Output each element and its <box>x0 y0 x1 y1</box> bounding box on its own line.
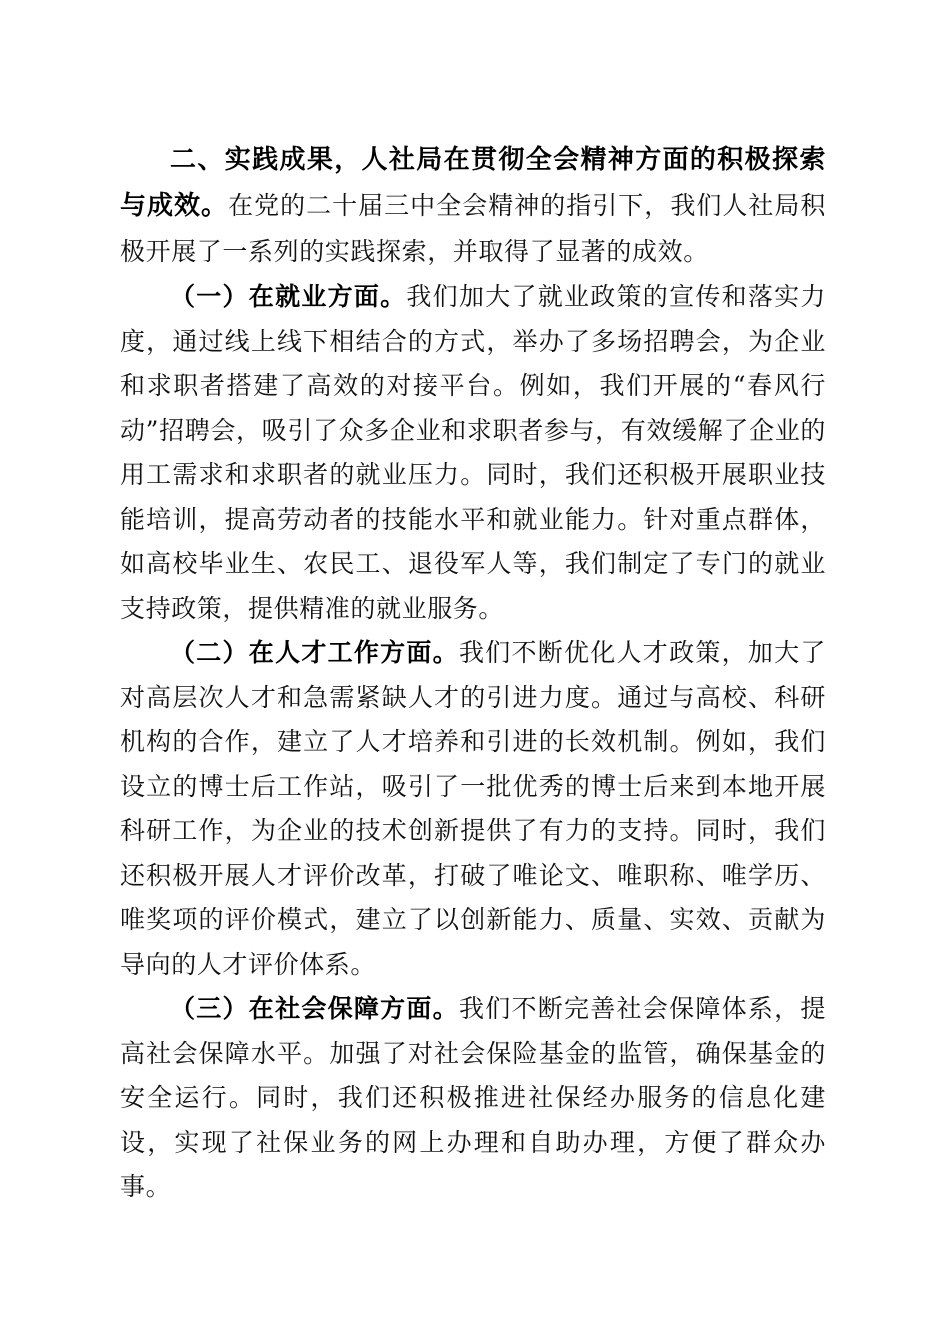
social-security-body: 我们不断完善社会保障体系，提高社会保障水平。加强了对社会保险基金的监管，确保基金的安全运行。同时，我们还积极推进社保经办服务的信息化建设，实现了社保业务的网上办理和自助办理，方便了群众办事。 <box>120 994 826 1201</box>
talent-body: 我们不断优化人才政策，加大了对高层次人才和急需紧缺人才的引进力度。通过与高校、科研机构的合作，建立了人才培养和引进的长效机制。例如，我们设立的博士后工作站，吸引了一批优秀的博士后来到本地开展科研工作，为企业的技术创新提供了有力的支持。同时，我们还积极开展人才评价改革，打破了唯论文、唯职称、唯学历、唯奖项的评价模式，建立了以创新能力、质量、实效、贡献为导向的人才评价体系。 <box>120 638 826 979</box>
social-security-heading: （三）在社会保障方面。 <box>170 994 459 1023</box>
social-security-paragraph <box>120 987 826 1210</box>
employment-paragraph <box>120 275 826 631</box>
section-heading-paragraph <box>120 137 826 275</box>
section-heading-body: 在党的二十届三中全会精神的指引下，我们人社局积极开展了一系列的实践探索，并取得了显著的成效。 <box>120 191 826 266</box>
employment-heading: （一）在就业方面。 <box>170 282 407 311</box>
employment-body: 我们加大了就业政策的宣传和落实力度，通过线上线下相结合的方式，举办了多场招聘会，为企业和求职者搭建了高效的对接平台。例如，我们开展的“春风行动”招聘会，吸引了众多企业和求职者参与，有效缓解了企业的用工需求和求职者的就业压力。同时，我们还积极开展职业技能培训，提高劳动者的技能水平和就业能力。针对重点群体，如高校毕业生、农民工、退役军人等，我们制定了专门的就业支持政策，提供精准的就业服务。 <box>120 282 826 623</box>
talent-heading: （二）在人才工作方面。 <box>170 638 459 667</box>
document-page <box>120 137 826 1210</box>
talent-paragraph <box>120 631 826 987</box>
section-heading-title: 二、实践成果，人社局在贯彻全会精神方面的积极探索与成效。 <box>120 145 826 221</box>
